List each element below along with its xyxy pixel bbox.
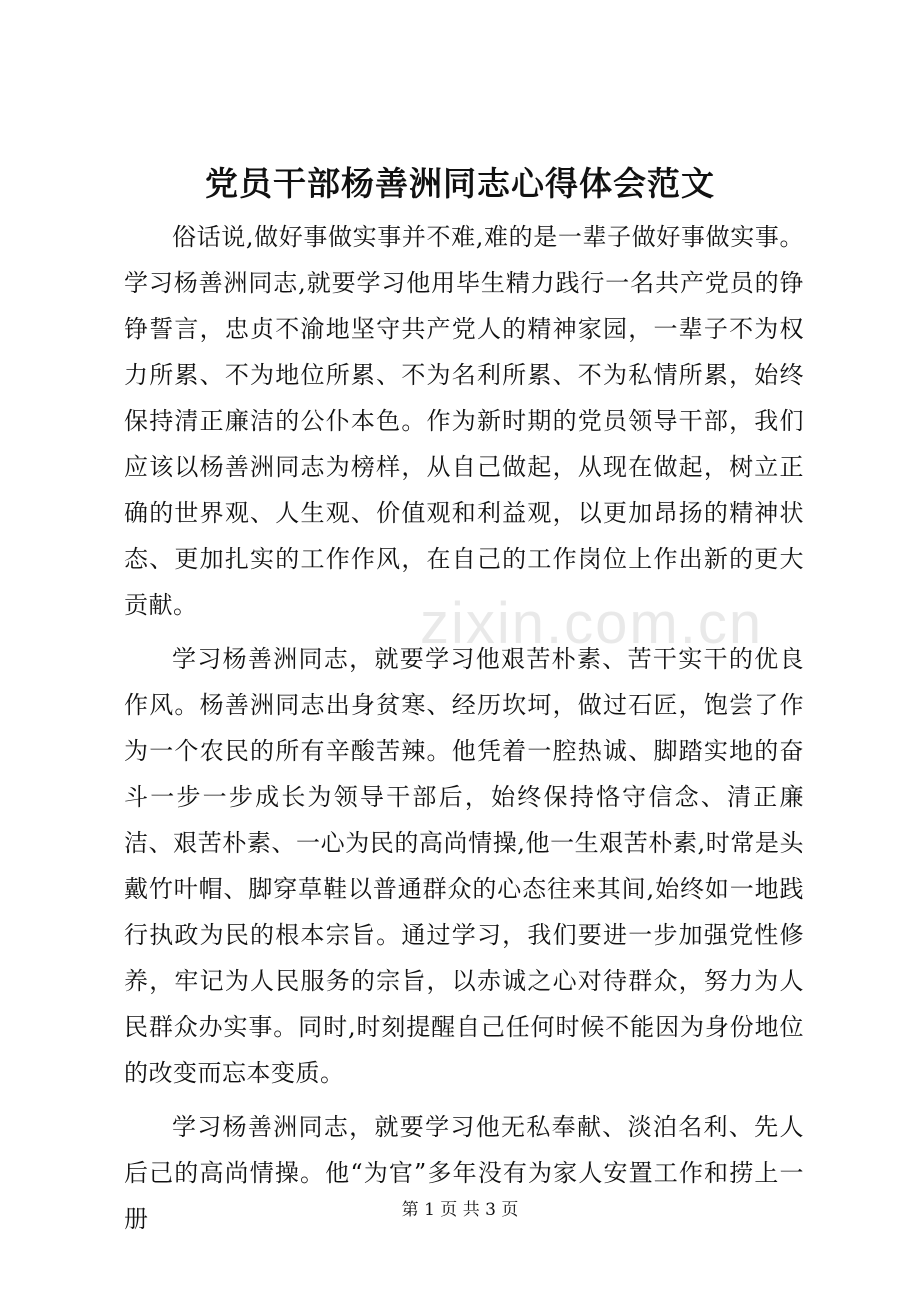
paragraph-1: 俗话说,做好事做实事并不难,难的是一辈子做好事做实事。学习杨善洲同志,就要学习他用毕生精力践行一名共产党员的铮铮誓言，忠贞不渝地坚守共产党人的精神家园，一辈子不为权力所累、不为地位所累、不为名利所累、不为私情所累，始终保持清正廉洁的公仆本色。作为新时期的党员领导干部，我们应该以杨善洲同志为榜样，从自己做起，从现在做起，树立正确的世界观、人生观、价值观和利益观，以更加昂扬的精神状态、更加扎实的工作作风，在自己的工作岗位上作出新的更大贡献。	[124, 223, 804, 619]
paragraph-3: 学习杨善洲同志，就要学习他无私奉献、淡泊名利、先人后己的高尚情操。他“为官”多年没有为家人安置工作和捞上一册	[124, 1113, 804, 1233]
page-footer: 第 1 页 共 3 页	[401, 1200, 519, 1220]
paragraph-2: 学习杨善洲同志，就要学习他艰苦朴素、苦干实干的优良作风。杨善洲同志出身贫寒、经历坎坷，做过石匠，饱尝了作为一个农民的所有辛酸苦辣。他凭着一腔热诚、脚踏实地的奋斗一步一步成长为领导干部后，始终保持恪守信念、清正廉洁、艰苦朴素、一心为民的高尚情操,他一生艰苦朴素,时常是头戴竹叶帽、脚穿草鞋以普通群众的心态往来其间,始终如一地践行执政为民的根本宗旨。通过学习，我们要进一步加强党性修养，牢记为人民服务的宗旨，以赤诚之心对待群众，努力为人民群众办实事。同时,时刻提醒自己任何时候不能因为身份地位的改变而忘本变质。	[124, 645, 804, 1087]
watermark-text: zixin.com.cn	[420, 591, 764, 656]
document-title: 党员干部杨善洲同志心得体会范文	[205, 164, 715, 203]
document-body	[124, 214, 804, 1242]
